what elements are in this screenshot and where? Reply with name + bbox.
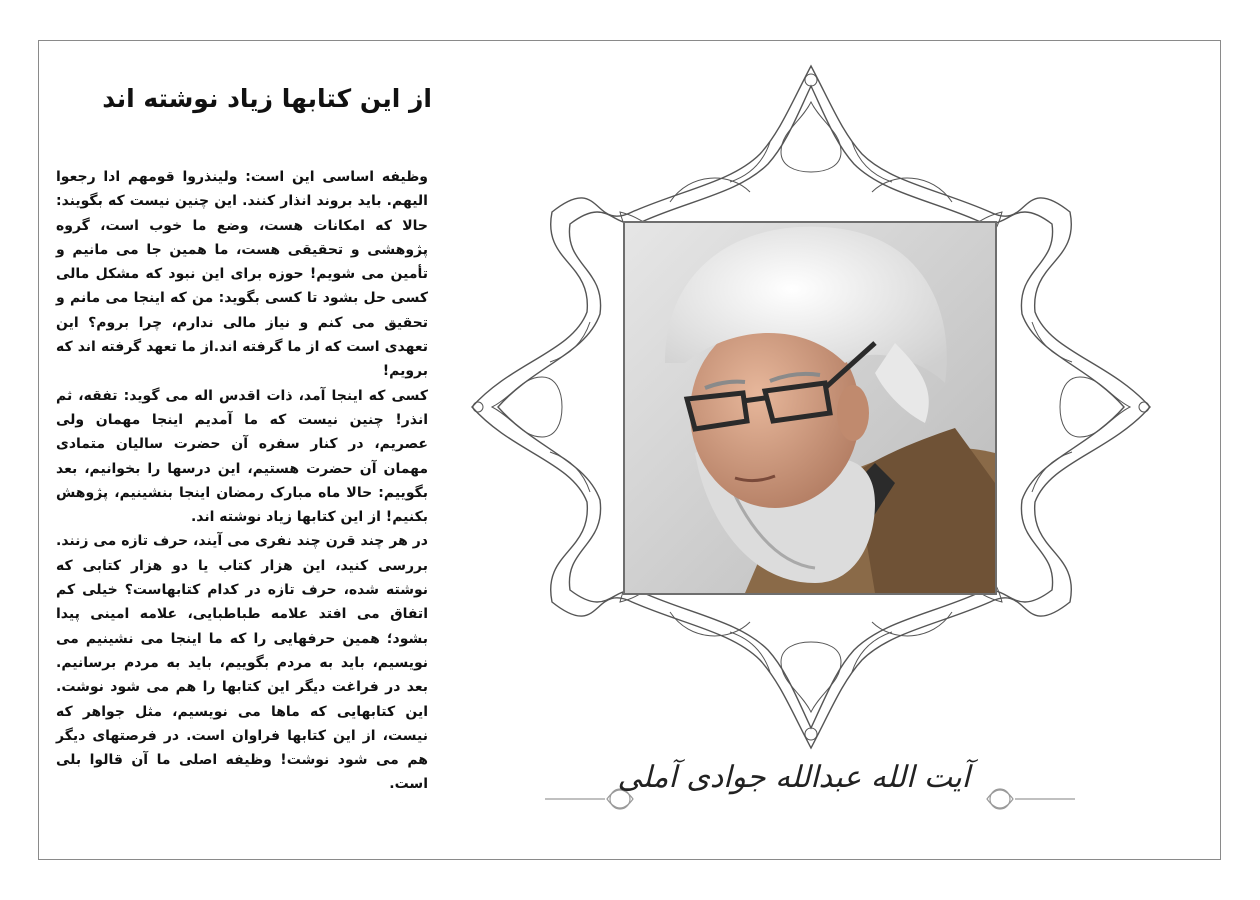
signature-name: آیت الله عبدالله جوادی آملی	[617, 760, 970, 795]
flourish-right-icon	[987, 789, 1013, 809]
article-paragraph-1: وظیفه اساسی این است: ولینذروا قومهم ادا رجعوا الیهم. باید بروند انذار کنند. این چنین نیست که بگویند: حالا که امکانات هست، وضع ما خوب است، گروه پژوهشی و تحقیقی هست، ما همین جا می مانیم و تأمین می شویم! حوزه برای این نبود که مشکل مالی کسی حل بشود تا کسی بگوید: من که اینجا می مانم و تحقیق می کنم و نیاز مالی ندارم، چرا بروم؟ این تعهدی است که از ما گرفته اند.از ما تعهد گرفته اند که برویم!	[56, 169, 428, 380]
article-paragraph-3: در هر چند قرن چند نفری می آیند، حرف تازه می زنند. بررسی کنید، این هزار کتاب یا دو هزار کتابی که نوشته شده، حرف تازه در کدام کتابهاست؟ خیلی کم اتفاق می افتد علامه طباطبایی، علامه امینی پیدا بشود؛ همین حرفهایی را که ما اینجا می نشینیم می نویسیم، باید به مردم بگوییم، باید به مردم برسانیم. بعد در فراغت دیگر این کتابها را هم می شود نوشت. این کتابهایی که ماها می نویسیم، مثل جواهر که نیست، از این کتابها فراوان است. در فرصتهای دیگر هم می شود نوشت! وظیفه اصلی ما آن قالوا بلی است.	[56, 533, 428, 793]
article-paragraph-2: کسی که اینجا آمد، ذات اقدس اله می گوید: تفقه، ثم انذر! چنین نیست که ما آمدیم اینجا مهمان ولی عصریم، در کنار سفره آن حضرت سالیان متمادی مهمان آن حضرت هستیم، این درسها را بخوانیم، بعد بگوییم: حالا ماه مبارک رمضان اینجا بنشینیم، پژوهش بکنیم! از این کتابها زیاد نوشته اند.	[56, 387, 428, 526]
article-body	[56, 165, 428, 797]
article-title: از این کتابها زیاد نوشته اند	[102, 84, 432, 113]
portrait-photo	[623, 221, 997, 595]
